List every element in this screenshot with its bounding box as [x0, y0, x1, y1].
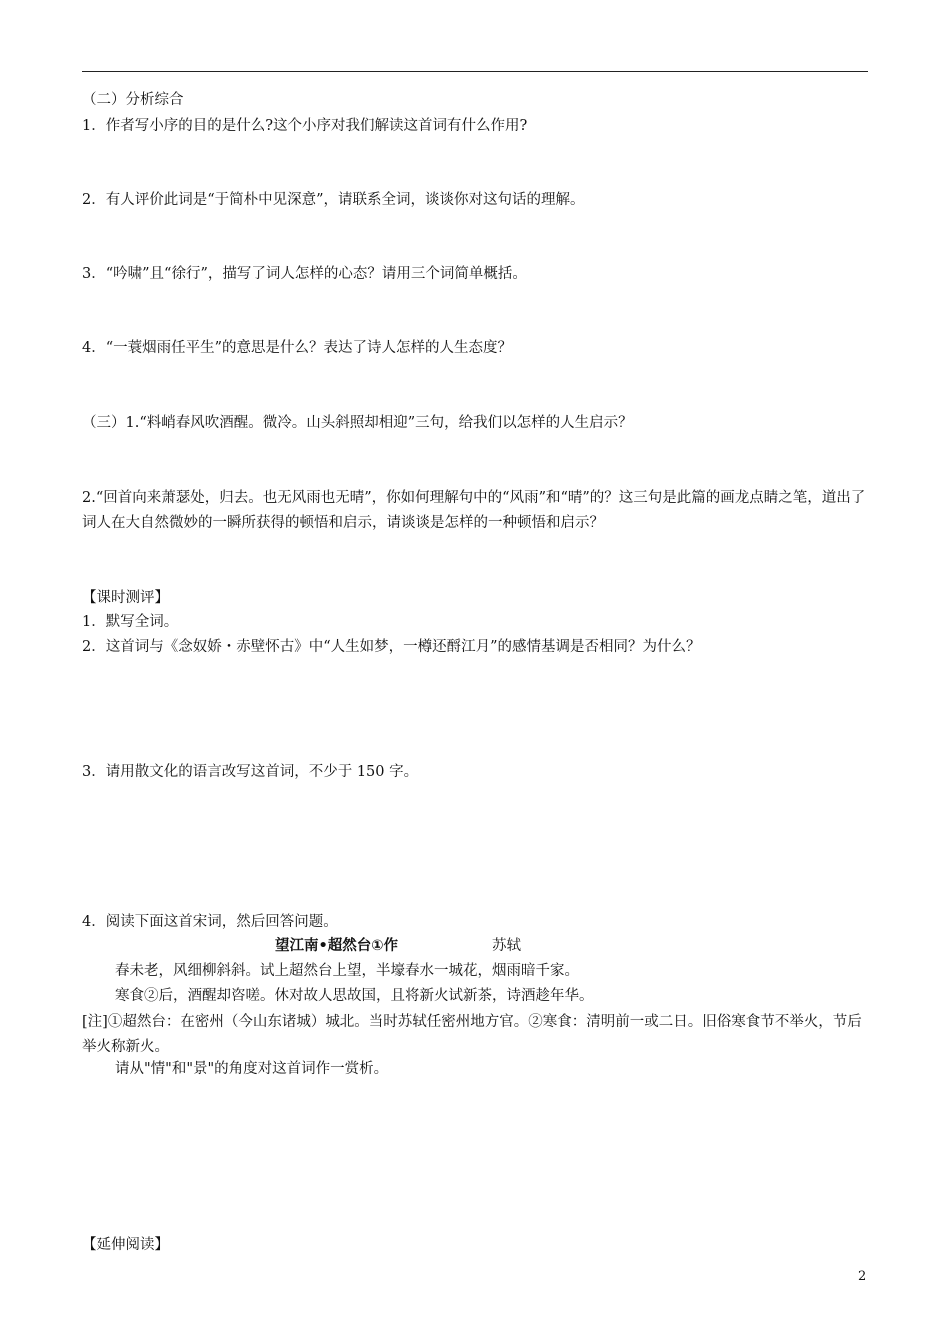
- question-3-1: （三）1.“料峭春风吹酒醒。微冷。山头斜照却相迎”三句，给我们以怎样的人生启示？: [82, 415, 633, 431]
- question-2-1: 1．作者写小序的目的是什么?这个小序对我们解读这首词有什么作用?: [82, 118, 528, 134]
- question-2-3: 3．“吟啸”且“徐行”，描写了词人怎样的心态？请用三个词简单概括。: [82, 266, 527, 282]
- assessment-q2: 2．这首词与《念奴娇・赤壁怀古》中“人生如梦，一樽还酹江月”的感情基调是否相同？为什么？: [82, 639, 701, 655]
- page-number: 2: [858, 1269, 867, 1284]
- question-2-2: 2．有人评价此词是“于简朴中见深意”，请联系全词，谈谈你对这句话的理解。: [82, 192, 585, 208]
- question-3-2: 2.“回首向来萧瑟处，归去。也无风雨也无晴”，你如何理解句中的“风雨”和“晴”的？这三句是此篇的画龙点睛之笔，道出了词人在大自然微妙的一瞬所获得的顿悟和启示，请谈谈是怎样的一种顿悟和启示？: [82, 490, 866, 531]
- poem-note: [注]①超然台：在密州（今山东诸城）城北。当时苏轼任密州地方官。②寒食：清明前一或二日。旧俗寒食节不举火，节后举火称新火。: [82, 1014, 862, 1055]
- extended-reading-heading: 【延伸阅读】: [82, 1237, 169, 1253]
- poem-line-1: 春未老，风细柳斜斜。试上超然台上望，半壕春水一城花，烟雨暗千家。: [115, 963, 579, 979]
- assessment-q1: 1．默写全词。: [82, 614, 179, 630]
- assessment-heading: 【课时测评】: [82, 590, 169, 606]
- assessment-q4: 4．阅读下面这首宋词，然后回答问题。: [82, 914, 338, 930]
- poem-title: 望江南•超然台①作: [275, 938, 399, 954]
- poem-task: 请从"情"和"景"的角度对这首词作一赏析。: [115, 1061, 389, 1077]
- poem-author: 苏轼: [492, 938, 521, 954]
- assessment-q3: 3．请用散文化的语言改写这首词，不少于 150 字。: [82, 764, 419, 780]
- section-2-heading: （二）分析综合: [82, 92, 184, 108]
- poem-line-2: 寒食②后，酒醒却咨嗟。休对故人思故国，且将新火试新茶，诗酒趁年华。: [115, 988, 594, 1004]
- header-rule: [82, 71, 868, 72]
- question-2-4: 4．“一蓑烟雨任平生”的意思是什么？表达了诗人怎样的人生态度？: [82, 340, 513, 356]
